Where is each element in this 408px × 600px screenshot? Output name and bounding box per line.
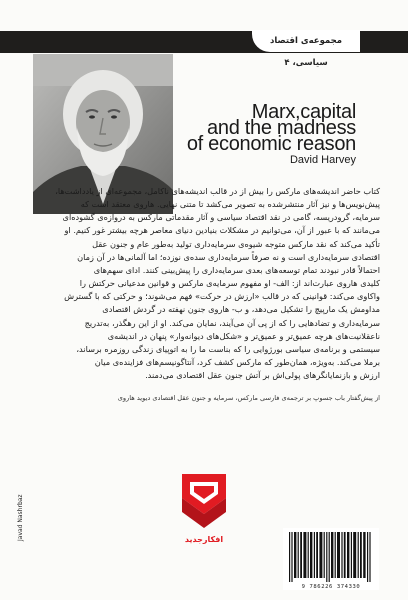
blurb-line: واکاوی می‌کند: قوانینی که در قالب «ارزش در حرکت» فهم می‌شوند؛ و حرکتی که با گسترش <box>64 291 380 302</box>
english-title-line1: Marx,capital <box>251 101 356 123</box>
series-label: مجموعه‌ی اقتصاد سیاسی، ۴ <box>252 30 360 52</box>
blurb-text <box>24 185 380 382</box>
blurb-line: سرمایه، گرودریسه، گامی در نقد اقتصاد سیاسی و آثار مقدماتی مارکس به دروازه‌ی گشوده‌ای <box>62 212 380 223</box>
publisher-logo-icon <box>176 472 232 534</box>
blurb-line: کتاب حاضر اندیشه‌های مارکس را بیش از در قالب اندیشه‌های ناکامل، مجموعه‌ای از یادداشت‌ها، <box>55 186 380 196</box>
blurb-line: سیستمی و برنامه‌ی سیاسی بورژوایی را که بناست ما را به اتوپیای زندگی روزمره برساند، <box>76 343 380 354</box>
english-author: David Harvey <box>289 154 356 166</box>
source-footnote: از پیش‌گفتار باب جسوپ بر ترجمه‌ی فارسی مارکس، سرمایه و جنون عقل اقتصادی دیوید هاروی <box>117 394 380 402</box>
designer-credit: Javad Nashrbaz <box>17 494 24 541</box>
blurb-line: سرمایه‌داری و تضادهایی را که از پی آن می‌آیند، نمایان می‌کند. او از این رهگذر، به‌تدریج <box>84 317 380 328</box>
blurb-line: مداومش یک مارپیچ را تشکیل می‌دهد، و ب- هاروی جنون نهفته در گردش اقتصادی <box>102 304 380 315</box>
blurb-line: احتمالاً قادر نبودند تمام توسعه‌های بعدی سرمایه‌داری را پیش‌بینی کنند. ادای سهم‌های <box>93 264 380 275</box>
barcode-number: 9 786226 374330 <box>301 584 361 590</box>
blurb-line: می‌مانند که با عبور از آن، می‌توانیم در مشکلات بنیادین دنیای معاصر هرچه بیشتر غور کنیم. او <box>64 225 380 236</box>
english-title <box>156 101 356 155</box>
blurb-line: برملا می‌کند. به‌ویژه، همان‌طور که مارکس کشف کرد، آنتاگونیسم‌های فزاینده‌ی میان <box>94 357 380 368</box>
publisher-name: افکارجدید <box>184 535 224 544</box>
blurb-line: ناعقلانیت‌های هرچه عمیق‌تر و عمیق‌تر و «شکل‌های دیوانه‌وار» پنهان در اندیشه‌ی <box>107 330 380 341</box>
english-title-line3: of economic reason <box>186 133 356 155</box>
blurb-line: اقتصادی سرمایه‌داری است و نه صرفاً سرمایه‌داری سده‌ی نوزده؛ اما آلمانی‌ها در آن زمان <box>77 251 380 262</box>
blurb-line: ارزش و بازنمایانگرهای پولی‌اش بر آتش جنون عقل اقتصادی می‌دمند. <box>145 370 380 381</box>
blurb-line: کلیدی هاروی عبارت‌اند از: الف- او مفهوم سرمایه‌ی مارکس و قوانین مدعیانی حرکتش را <box>79 278 380 289</box>
english-title-line2: and the madness <box>207 117 356 139</box>
isbn-barcode <box>283 528 379 590</box>
blurb-line: تأکید می‌کند که نقد مارکس متوجه شیوه‌ی سرمایه‌داری تولید به‌طور عام و جنون عقل <box>92 238 380 249</box>
blurb-line: پیش‌نویس‌ها و نیز آثار منتشرشده به تصویر می‌کشد تا متنی نهایی. هاروی معتقد است که <box>80 199 380 210</box>
